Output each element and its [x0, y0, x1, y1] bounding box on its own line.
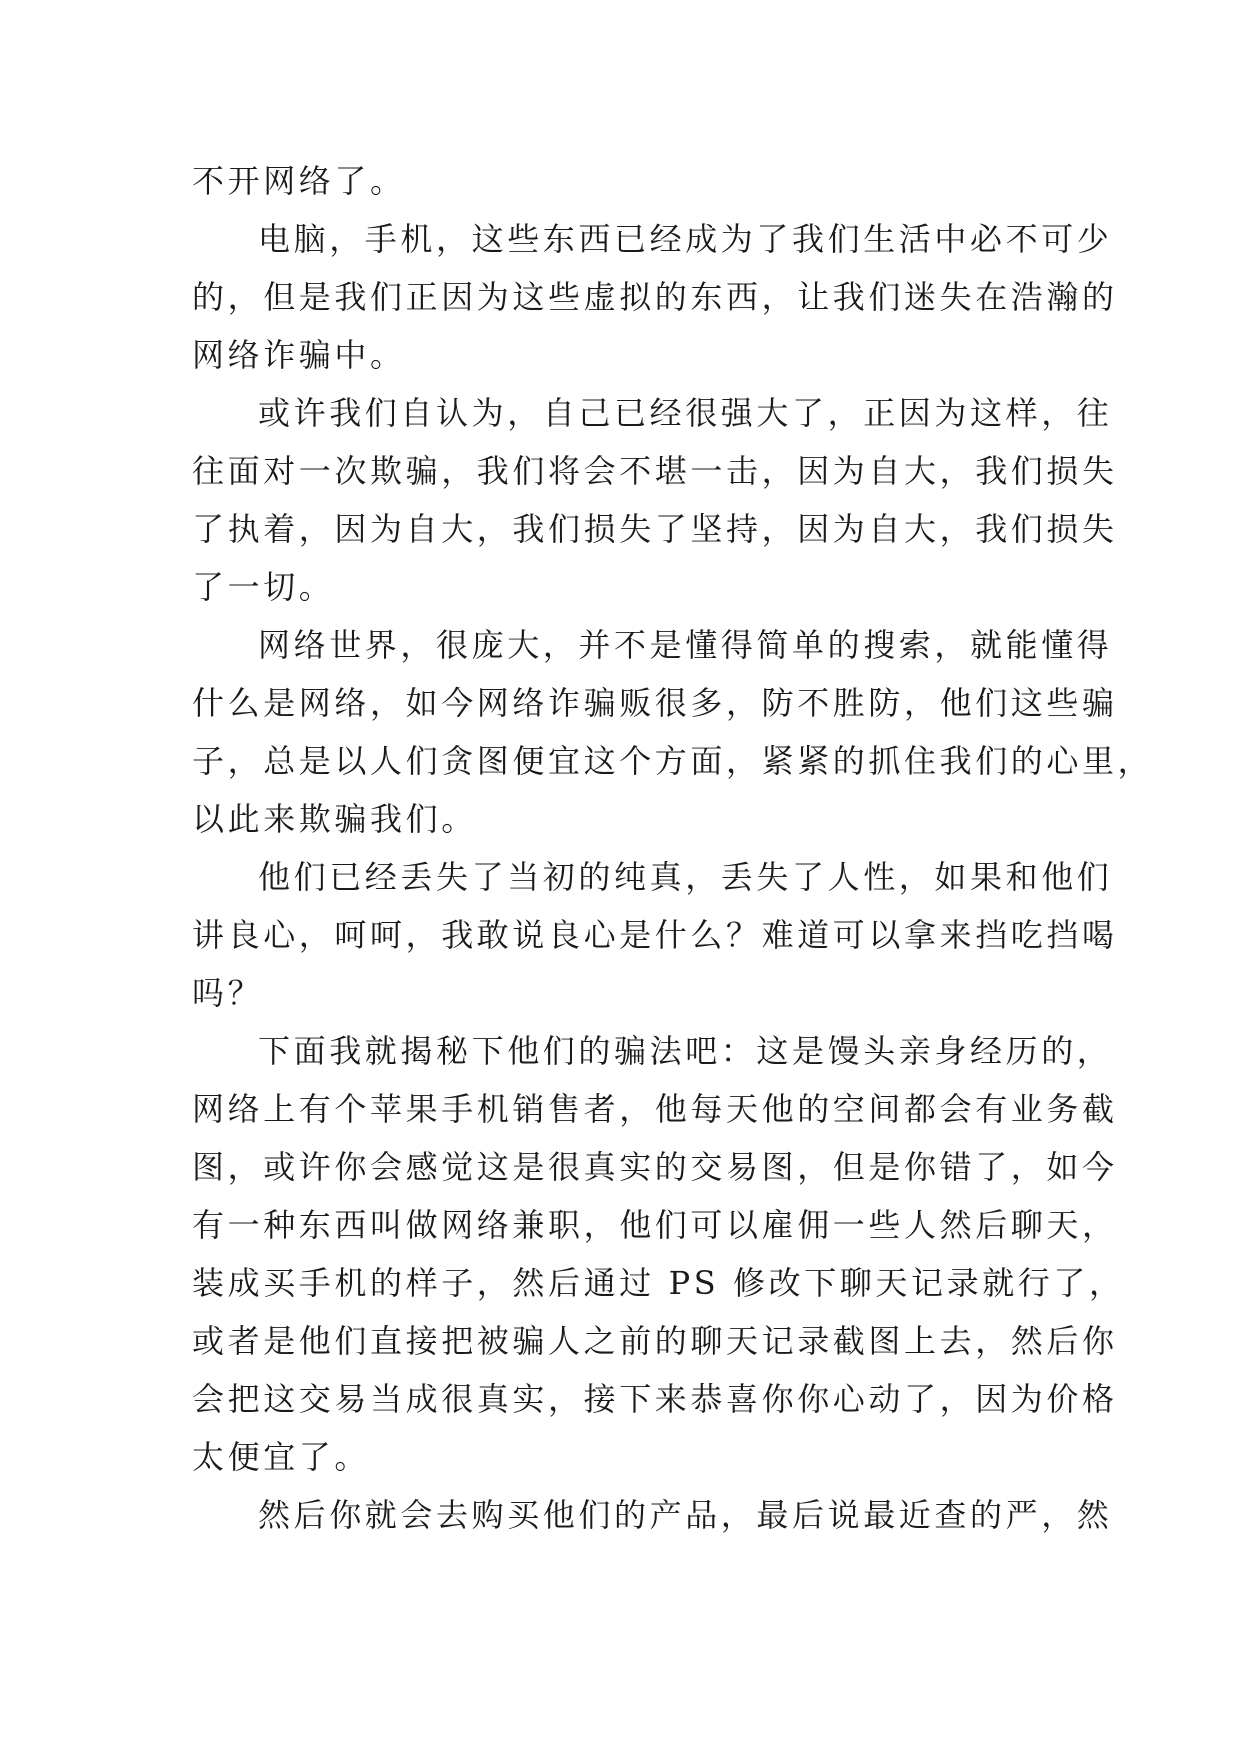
text-line: 了执着，因为自大，我们损失了坚持，因为自大，我们损失 [192, 510, 1118, 548]
text-line: 吗？ [192, 974, 264, 1012]
text-line: 有一种东西叫做网络兼职，他们可以雇佣一些人然后聊天， [192, 1206, 1118, 1244]
text-line: 或者是他们直接把被骗人之前的聊天记录截图上去，然后你 [192, 1322, 1118, 1360]
paragraph-first-line: 或许我们自认为，自己已经很强大了，正因为这样，往 [258, 394, 1113, 432]
text-line: 以此来欺骗我们。 [192, 800, 477, 838]
paragraph-first-line: 然后你就会去购买他们的产品，最后说最近查的严，然 [258, 1496, 1113, 1534]
paragraph-first-line: 下面我就揭秘下他们的骗法吧：这是馒头亲身经历的， [258, 1032, 1113, 1070]
text-line: 会把这交易当成很真实，接下来恭喜你你心动了，因为价格 [192, 1380, 1118, 1418]
text-line: 网络诈骗中。 [192, 336, 406, 374]
text-line: 不开网络了。 [192, 162, 406, 200]
text-line: 往面对一次欺骗，我们将会不堪一击，因为自大，我们损失 [192, 452, 1118, 490]
text-line: 太便宜了。 [192, 1438, 371, 1476]
text-line: 了一切。 [192, 568, 335, 606]
paragraph-first-line: 网络世界，很庞大，并不是懂得简单的搜索，就能懂得 [258, 626, 1113, 664]
document-body [192, 152, 1154, 1544]
text-line: 网络上有个苹果手机销售者，他每天他的空间都会有业务截 [192, 1090, 1118, 1128]
paragraph-first-line: 电脑，手机，这些东西已经成为了我们生活中必不可少 [258, 220, 1113, 258]
text-line: 子，总是以人们贪图便宜这个方面，紧紧的抓住我们的心里， [192, 742, 1154, 780]
text-line: 装成买手机的样子，然后通过 PS 修改下聊天记录就行了， [192, 1264, 1125, 1302]
text-line: 的，但是我们正因为这些虚拟的东西，让我们迷失在浩瀚的 [192, 278, 1118, 316]
text-line: 什么是网络，如今网络诈骗贩很多，防不胜防，他们这些骗 [192, 684, 1118, 722]
paragraph-first-line: 他们已经丢失了当初的纯真，丢失了人性，如果和他们 [258, 858, 1113, 896]
text-line: 图，或许你会感觉这是很真实的交易图，但是你错了，如今 [192, 1148, 1118, 1186]
text-line: 讲良心，呵呵，我敢说良心是什么？难道可以拿来挡吃挡喝 [192, 916, 1118, 954]
